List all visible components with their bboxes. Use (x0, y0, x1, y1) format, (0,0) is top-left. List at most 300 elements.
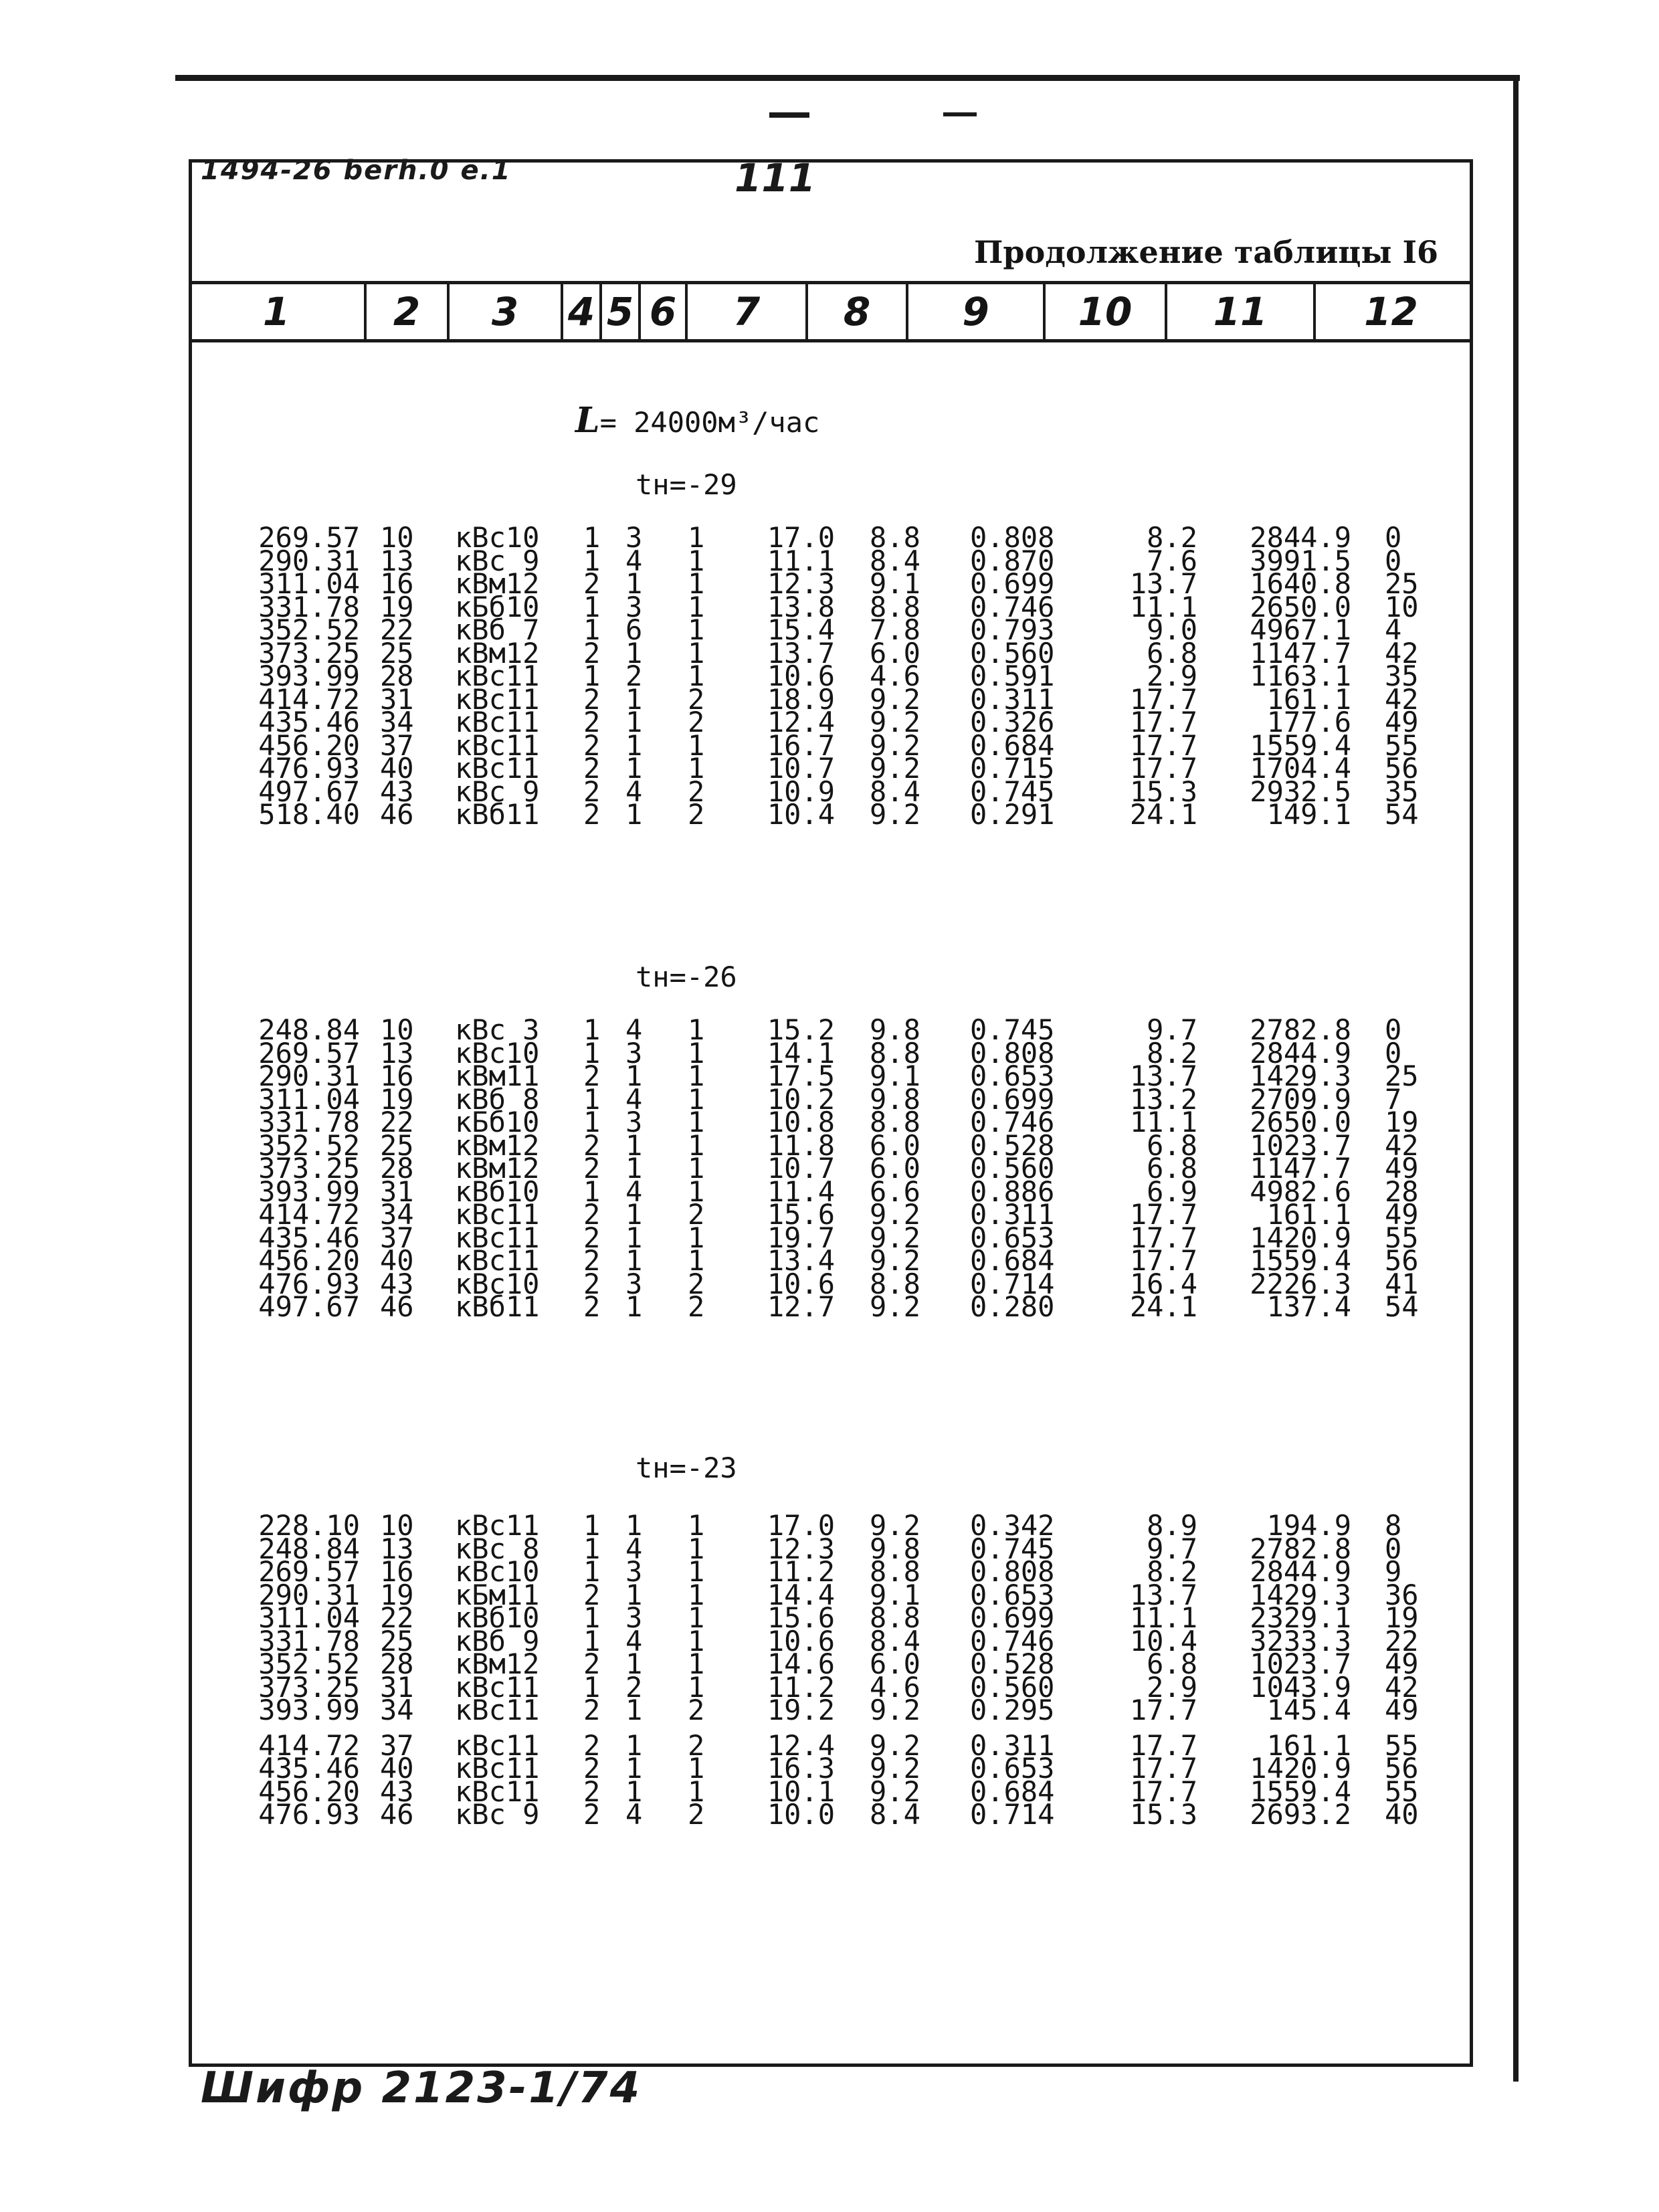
table-cell: 1 (688, 1128, 705, 1162)
table-cell: 1 (688, 1013, 705, 1046)
table-cell: 13.7 (767, 636, 835, 670)
table-cell: 19 (380, 1578, 414, 1611)
table-cell: 497.67 (258, 775, 360, 808)
table-cell: 1 (688, 1647, 705, 1680)
table-cell: 1 (688, 544, 705, 577)
table-cell: 393.99 (258, 1175, 360, 1208)
column-header: 1 (189, 284, 367, 339)
table-cell: 28 (380, 1152, 414, 1185)
column-header: 5 (602, 284, 641, 339)
table-cell: 3 (625, 1106, 643, 1138)
table-cell: 8.2 (1147, 1555, 1197, 1588)
table-cell: 1 (688, 613, 705, 646)
table-cell: кВм12 (455, 1128, 540, 1162)
table-cell: 1559.4 (1250, 1244, 1351, 1277)
table-cell: 1 (625, 1775, 643, 1808)
table-cell: 0.653 (970, 1752, 1055, 1785)
table-cell: 435.46 (258, 706, 360, 738)
table-cell: 31 (380, 1175, 414, 1208)
table-cell: 1 (625, 1221, 643, 1254)
table-cell: 8.2 (1147, 1036, 1197, 1070)
table-cell: кВс10 (455, 521, 540, 554)
table-cell: 2 (583, 728, 601, 762)
table-cell: 2782.8 (1250, 1013, 1351, 1046)
table-cell: 13.8 (767, 590, 835, 623)
table-cell: 1 (688, 1752, 705, 1785)
table-cell: 3 (625, 1601, 643, 1634)
table-cell: 0.653 (970, 1060, 1055, 1092)
table-cell: кВс 9 (455, 544, 540, 577)
table-cell: 37 (380, 1221, 414, 1254)
table-cell: 3 (625, 1267, 643, 1300)
table-cell: 2 (583, 636, 601, 670)
table-cell: 37 (380, 1728, 414, 1762)
table-cell: кВс11 (455, 752, 540, 785)
table-cell: 10.2 (767, 1082, 835, 1116)
table-cell: 11.4 (767, 1175, 835, 1208)
table-cell: 1 (583, 1555, 601, 1588)
table-cell: 54 (1385, 1290, 1419, 1323)
table-cell: 7.6 (1147, 544, 1197, 577)
column-header: 11 (1167, 284, 1316, 339)
table-cell: 456.20 (258, 728, 360, 762)
table-cell: кВс10 (455, 1036, 540, 1070)
table-cell: 0.684 (970, 1775, 1055, 1808)
table-cell: 0.528 (970, 1128, 1055, 1162)
table-cell: 0.326 (970, 706, 1055, 738)
table-cell: 0.560 (970, 636, 1055, 670)
table-cell: 497.67 (258, 1290, 360, 1323)
table-cell: 22 (380, 1106, 414, 1138)
table-cell: 2 (583, 682, 601, 716)
table-cell: 1 (688, 1175, 705, 1208)
table-cell: 1 (688, 1601, 705, 1634)
table-cell: 49 (1385, 1152, 1419, 1185)
table-cell: 2844.9 (1250, 1036, 1351, 1070)
table-cell: 1023.7 (1250, 1647, 1351, 1680)
table-cell: кБб10 (455, 590, 540, 623)
table-cell: 0.560 (970, 1670, 1055, 1704)
table-cell: 10.7 (767, 1152, 835, 1185)
scan-mark (769, 112, 809, 118)
table-cell: 3 (625, 1555, 643, 1588)
table-cell: 17.7 (1129, 1198, 1197, 1231)
table-cell: 2 (688, 682, 705, 716)
table-cell: 42 (1385, 682, 1419, 716)
table-cell: 2 (583, 567, 601, 600)
outer-border-top (175, 75, 1520, 81)
table-cell: 3233.3 (1250, 1624, 1351, 1657)
table-cell: 1704.4 (1250, 752, 1351, 785)
table-cell: 55 (1385, 1775, 1419, 1808)
table-cell: 6.6 (870, 1175, 920, 1208)
table-cell: 1147.7 (1250, 1152, 1351, 1185)
table-cell: 35 (1385, 660, 1419, 692)
table-cell: 2 (583, 1775, 601, 1808)
table-cell: 1 (625, 1647, 643, 1680)
table-cell: 161.1 (1266, 1728, 1351, 1762)
table-cell: 0.684 (970, 1244, 1055, 1277)
table-cell: 16 (380, 1060, 414, 1092)
table-cell: 9.8 (870, 1082, 920, 1116)
table-cell: 41 (1385, 1267, 1419, 1300)
table-cell: 28 (380, 1647, 414, 1680)
table-cell: 49 (1385, 1694, 1419, 1726)
table-cell: 1 (583, 660, 601, 692)
table-cell: 16 (380, 567, 414, 600)
table-cell: 269.57 (258, 521, 360, 554)
table-cell: кВм12 (455, 1152, 540, 1185)
table-cell: 9.2 (870, 1775, 920, 1808)
table-cell: 1 (583, 1532, 601, 1565)
table-cell: 2 (583, 1290, 601, 1323)
table-cell: 2 (688, 1267, 705, 1300)
table-cell: 8.8 (870, 1555, 920, 1588)
table-cell: 1 (583, 1036, 601, 1070)
table-cell: 8.8 (870, 1036, 920, 1070)
table-cell: 9.2 (870, 1290, 920, 1323)
table-cell: 1429.3 (1250, 1060, 1351, 1092)
table-cell: 269.57 (258, 1036, 360, 1070)
table-cell: 24.1 (1129, 1290, 1197, 1323)
table-cell: 14.4 (767, 1578, 835, 1611)
table-cell: 0.560 (970, 1152, 1055, 1185)
table-cell: 311.04 (258, 1082, 360, 1116)
table-cell: 2 (688, 706, 705, 738)
table-cell: 22 (1385, 1624, 1419, 1657)
table-cell: 12.4 (767, 706, 835, 738)
table-cell: 8.8 (870, 1267, 920, 1300)
table-cell: кВб10 (455, 1601, 540, 1634)
table-cell: 9 (1385, 1555, 1402, 1588)
table-cell: 290.31 (258, 1060, 360, 1092)
table-cell: 1 (625, 1728, 643, 1762)
table-cell: 9.8 (870, 1013, 920, 1046)
table-cell: 2 (583, 706, 601, 738)
table-cell: кВм12 (455, 636, 540, 670)
table-cell: 0.746 (970, 1624, 1055, 1657)
table-cell: 4 (625, 544, 643, 577)
table-cell: 4 (625, 1624, 643, 1657)
table-cell: 9.2 (870, 706, 920, 738)
table-cell: 34 (380, 706, 414, 738)
table-cell: 56 (1385, 752, 1419, 785)
table-cell: 10 (380, 521, 414, 554)
table-cell: 2329.1 (1250, 1601, 1351, 1634)
table-cell: 43 (380, 1775, 414, 1808)
table-cell: кВс11 (455, 1728, 540, 1762)
table-cell: 19 (380, 590, 414, 623)
table-cell: 40 (380, 752, 414, 785)
table-cell: 0 (1385, 1013, 1402, 1046)
table-cell: 2 (688, 1694, 705, 1726)
table-cell: 2 (625, 660, 643, 692)
table-cell: 4 (625, 1082, 643, 1116)
table-cell: 11.1 (767, 544, 835, 577)
table-cell: 6.0 (870, 1647, 920, 1680)
table-cell: 1 (583, 1013, 601, 1046)
table-cell: 1 (625, 636, 643, 670)
table-cell: 2 (688, 798, 705, 831)
table-cell: 8.4 (870, 775, 920, 808)
table-cell: 0 (1385, 1036, 1402, 1070)
table-cell: 4 (625, 1532, 643, 1565)
table-cell: 1 (625, 682, 643, 716)
table-cell: 2 (583, 1198, 601, 1231)
table-cell: кВс10 (455, 1267, 540, 1300)
table-cell: 0.745 (970, 775, 1055, 808)
table-cell: 4 (625, 1798, 643, 1831)
table-cell: 1640.8 (1250, 567, 1351, 600)
table-cell: 1 (688, 521, 705, 554)
table-cell: 1 (625, 567, 643, 600)
table-cell: 0.311 (970, 1198, 1055, 1231)
column-header: 6 (641, 284, 688, 339)
table-cell: 6.8 (1147, 1647, 1197, 1680)
table-cell: 17.7 (1129, 1221, 1197, 1254)
table-cell: 2 (583, 798, 601, 831)
table-cell: 11.1 (1129, 1106, 1197, 1138)
table-cell: 22 (380, 1601, 414, 1634)
table-cell: 1 (583, 1509, 601, 1542)
table-cell: кВс11 (455, 1752, 540, 1785)
table-cell: 0.793 (970, 613, 1055, 646)
table-cell: 49 (1385, 1198, 1419, 1231)
table-cell: 19.2 (767, 1694, 835, 1726)
table-cell: 40 (1385, 1798, 1419, 1831)
table-cell: 11.8 (767, 1128, 835, 1162)
table-cell: 1 (625, 1152, 643, 1185)
table-cell: 9.2 (870, 1198, 920, 1231)
table-cell: 8 (1385, 1509, 1402, 1542)
table-cell: 2 (583, 775, 601, 808)
table-cell: 2.9 (1147, 1670, 1197, 1704)
table-cell: 6.9 (1147, 1175, 1197, 1208)
table-cell: 2650.0 (1250, 1106, 1351, 1138)
table-cell: 55 (1385, 1728, 1419, 1762)
table-cell: 0.699 (970, 1601, 1055, 1634)
table-cell: 0.591 (970, 660, 1055, 692)
table-cell: 10.4 (1129, 1624, 1197, 1657)
table-cell: 1 (625, 728, 643, 762)
table-cell: 9.1 (870, 1578, 920, 1611)
table-cell: 414.72 (258, 682, 360, 716)
table-cell: 2782.8 (1250, 1532, 1351, 1565)
table-cell: 11.2 (767, 1555, 835, 1588)
table-cell: 17.7 (1129, 1752, 1197, 1785)
column-header: 8 (808, 284, 908, 339)
table-cell: 10.6 (767, 660, 835, 692)
table-cell: кБм11 (455, 1578, 540, 1611)
table-cell: 10.8 (767, 1106, 835, 1138)
table-cell: 1 (688, 1670, 705, 1704)
table-cell: 228.10 (258, 1509, 360, 1542)
table-cell: 42 (1385, 1128, 1419, 1162)
table-cell: 16.3 (767, 1752, 835, 1785)
table-cell: кВс11 (455, 1198, 540, 1231)
table-cell: 4982.6 (1250, 1175, 1351, 1208)
table-cell: 1163.1 (1250, 660, 1351, 692)
table-cell: кВс11 (455, 1509, 540, 1542)
table-cell: 0.291 (970, 798, 1055, 831)
table-cell: кБб10 (455, 1106, 540, 1138)
table-cell: 1 (688, 636, 705, 670)
table-cell: 17.7 (1129, 728, 1197, 762)
table-cell: 149.1 (1266, 798, 1351, 831)
table-cell: 2.9 (1147, 660, 1197, 692)
table-cell: 2709.9 (1250, 1082, 1351, 1116)
table-cell: 2844.9 (1250, 521, 1351, 554)
table-cell: 46 (380, 1798, 414, 1831)
table-cell: 2 (688, 1290, 705, 1323)
table-cell: 9.2 (870, 1694, 920, 1726)
table-cell: 4 (625, 1175, 643, 1208)
table-cell: 16 (380, 1555, 414, 1588)
table-cell: 46 (380, 1290, 414, 1323)
table-cell: 36 (1385, 1578, 1419, 1611)
table-cell: 13 (380, 1532, 414, 1565)
air-flow-line (575, 400, 819, 441)
table-cell: 331.78 (258, 1624, 360, 1657)
table-cell: 16.4 (1129, 1267, 1197, 1300)
column-header: 4 (563, 284, 602, 339)
table-cell: 2 (688, 1798, 705, 1831)
table-cell: 0.870 (970, 544, 1055, 577)
table-cell: 13 (380, 544, 414, 577)
table-cell: 42 (1385, 1670, 1419, 1704)
table-cell: 1 (583, 1601, 601, 1634)
table-cell: 54 (1385, 798, 1419, 831)
table-cell: 46 (380, 798, 414, 831)
table-cell: 9.7 (1147, 1013, 1197, 1046)
table-cell: 15.3 (1129, 1798, 1197, 1831)
table-cell: 10.6 (767, 1624, 835, 1657)
column-header: 10 (1046, 284, 1167, 339)
table-cell: 414.72 (258, 1198, 360, 1231)
table-cell: 11.2 (767, 1670, 835, 1704)
table-cell: 0 (1385, 521, 1402, 554)
scan-mark (943, 112, 977, 116)
table-cell: 177.6 (1266, 706, 1351, 738)
table-cell: 15.6 (767, 1601, 835, 1634)
table-cell: 476.93 (258, 1267, 360, 1300)
table-cell: 311.04 (258, 1601, 360, 1634)
table-cell: 1 (625, 706, 643, 738)
table-cell: 414.72 (258, 1728, 360, 1762)
table-cell: 1 (688, 752, 705, 785)
table-cell: 17.0 (767, 521, 835, 554)
table-cell: 15.3 (1129, 775, 1197, 808)
table-cell: 1 (688, 1555, 705, 1588)
table-cell: 2 (688, 1728, 705, 1762)
table-cell: 161.1 (1266, 1198, 1351, 1231)
table-cell: 6 (625, 613, 643, 646)
table-cell: 4 (625, 1013, 643, 1046)
table-cell: 1043.9 (1250, 1670, 1351, 1704)
table-cell: кВс 3 (455, 1013, 540, 1046)
table-cell: 0.295 (970, 1694, 1055, 1726)
table-cell: кВс11 (455, 706, 540, 738)
table-cell: 1 (583, 1106, 601, 1138)
table-cell: 13.4 (767, 1244, 835, 1277)
table-cell: 8.2 (1147, 521, 1197, 554)
table-cell: 2 (583, 1128, 601, 1162)
table-cell: 1 (583, 1624, 601, 1657)
table-cell: 18.9 (767, 682, 835, 716)
table-cell: 9.8 (870, 1532, 920, 1565)
table-cell: 2650.0 (1250, 590, 1351, 623)
table-cell: 9.0 (1147, 613, 1197, 646)
table-cell: кВс11 (455, 1694, 540, 1726)
table-cell: 393.99 (258, 1694, 360, 1726)
table-cell: 1559.4 (1250, 1775, 1351, 1808)
table-cell: 1 (625, 1128, 643, 1162)
table-cell: 14.6 (767, 1647, 835, 1680)
table-cell: 9.2 (870, 682, 920, 716)
table-cell: 1 (688, 1578, 705, 1611)
table-cell: 25 (380, 636, 414, 670)
table-cell: 9.1 (870, 1060, 920, 1092)
table-cell: 16.7 (767, 728, 835, 762)
table-cell: 1420.9 (1250, 1752, 1351, 1785)
table-cell: 2 (583, 1578, 601, 1611)
table-cell: 6.8 (1147, 636, 1197, 670)
table-cell: 4 (625, 775, 643, 808)
table-cell: 55 (1385, 728, 1419, 762)
table-cell: 0.715 (970, 752, 1055, 785)
table-cell: 7 (1385, 1082, 1402, 1116)
table-cell: 2 (583, 1798, 601, 1831)
table-cell: 8.8 (870, 1106, 920, 1138)
table-cell: 1 (625, 1198, 643, 1231)
table-cell: 13.7 (1129, 1578, 1197, 1611)
table-cell: 49 (1385, 1647, 1419, 1680)
table-cell: 37 (380, 728, 414, 762)
table-cell: 11.1 (1129, 1601, 1197, 1634)
table-cell: 290.31 (258, 1578, 360, 1611)
table-cell: 10.1 (767, 1775, 835, 1808)
table-cell: 13.7 (1129, 567, 1197, 600)
table-cell: 9.7 (1147, 1532, 1197, 1565)
outer-border-right (1513, 75, 1519, 2082)
table-cell: 456.20 (258, 1244, 360, 1277)
table-cell: 0.684 (970, 728, 1055, 762)
table-cell: 6.8 (1147, 1128, 1197, 1162)
table-cell: 3 (625, 521, 643, 554)
table-cell: 35 (1385, 775, 1419, 808)
table-cell: 17.7 (1129, 682, 1197, 716)
table-cell: кВб11 (455, 798, 540, 831)
table-cell: 2 (625, 1670, 643, 1704)
table-cell: 1420.9 (1250, 1221, 1351, 1254)
table-cell: 10 (380, 1013, 414, 1046)
table-cell: 1 (688, 1509, 705, 1542)
column-header: 2 (367, 284, 450, 339)
table-cell: 0.808 (970, 1555, 1055, 1588)
table-cell: 11.1 (1129, 590, 1197, 623)
table-cell: 3991.5 (1250, 544, 1351, 577)
table-cell: 1 (688, 1221, 705, 1254)
table-cell: 31 (380, 682, 414, 716)
table-cell: 8.8 (870, 521, 920, 554)
table-cell: 42 (1385, 636, 1419, 670)
table-cell: 435.46 (258, 1221, 360, 1254)
table-cell: 12.7 (767, 1290, 835, 1323)
table-cell: 7.8 (870, 613, 920, 646)
table-cell: 2 (583, 1267, 601, 1300)
table-cell: 0 (1385, 544, 1402, 577)
table-cell: 1 (583, 544, 601, 577)
